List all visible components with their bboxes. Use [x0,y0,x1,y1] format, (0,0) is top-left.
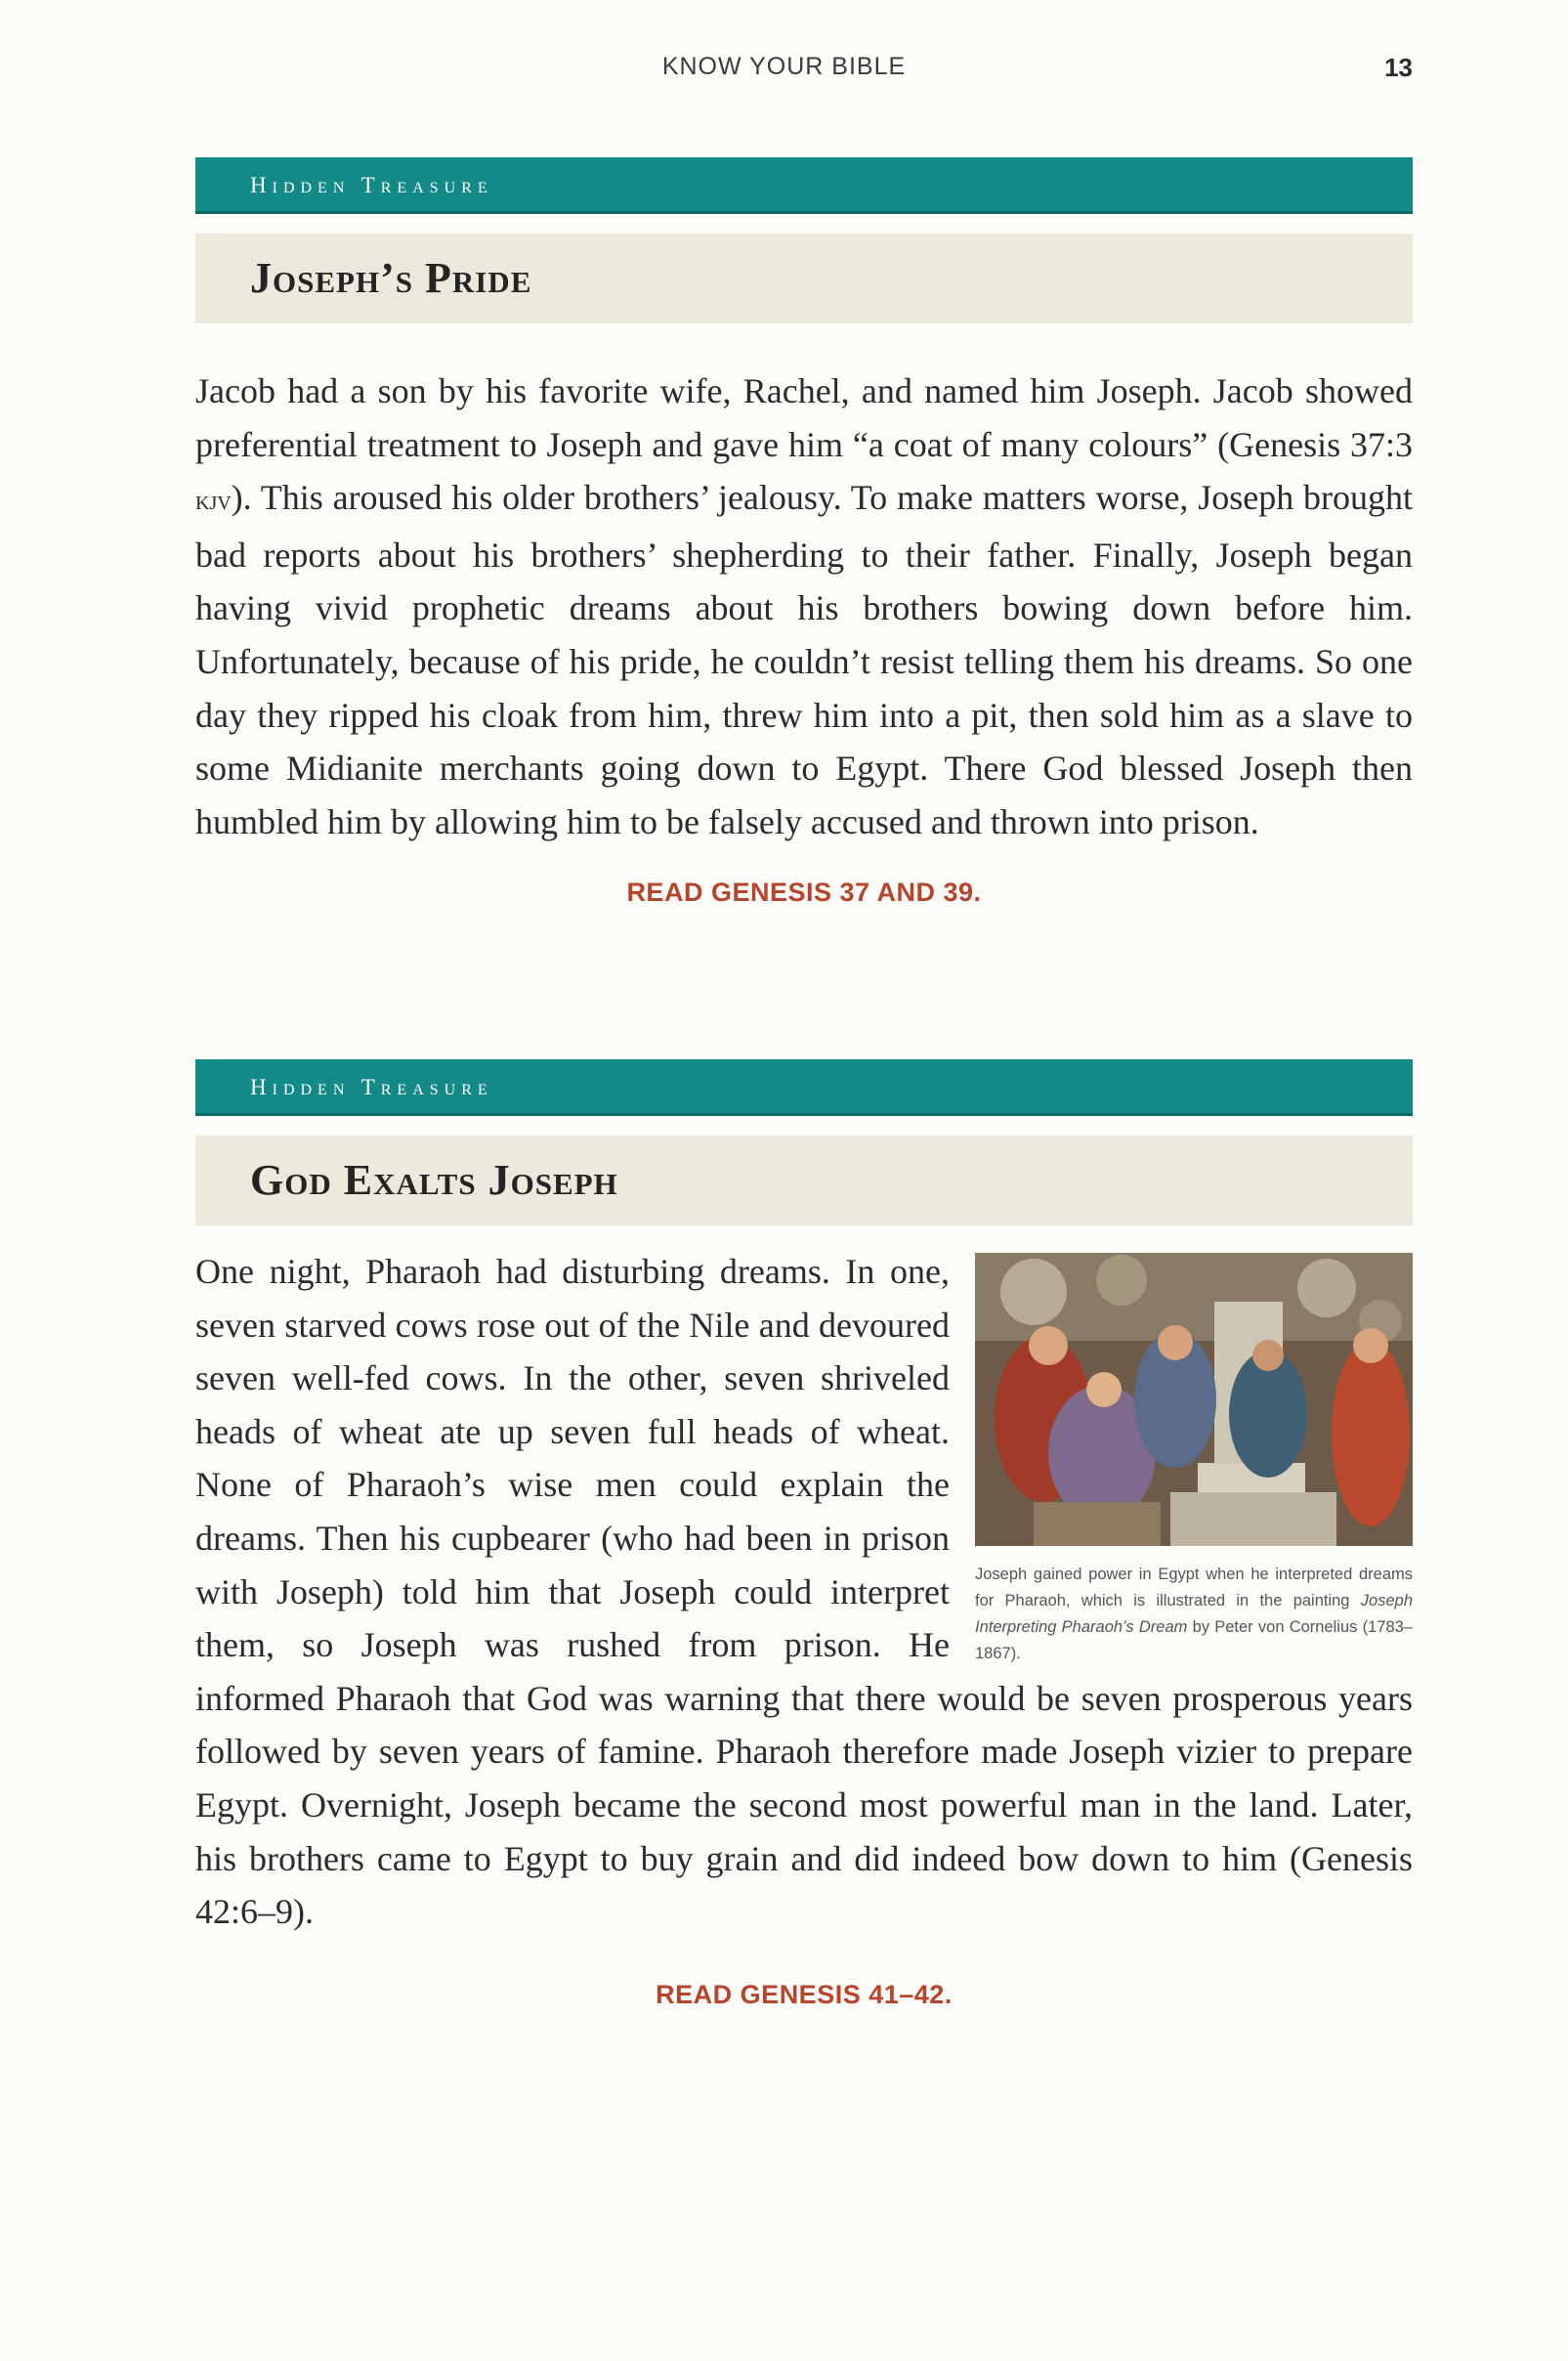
painting-image [975,1253,1413,1546]
section-body [195,1245,1413,1939]
body-text-part: Jacob had a son by his favorite wife, Rachel, and named him Joseph. Jacob showed preferential treatment to Joseph and gave him “a coat of many colours” (Genesis 37:3 [195,371,1413,464]
read-reference: READ GENESIS 41–42. [656,1979,953,2009]
caption-text: Joseph gained power in Egypt when he interpreted dreams for Pharaoh, which is illustrated in the painting [975,1566,1413,1610]
painting-title: Joseph Interpreting Pharaoh’s Dream [975,1592,1414,1636]
section-josephs-pride [195,157,1413,908]
page-number: 13 [1384,53,1413,82]
section-title: Joseph’s Pride [195,234,1413,323]
caption-text: by Peter von Cornelius (1783–1867). [975,1618,1413,1662]
painting-caption [975,1562,1413,1667]
painting-figure [975,1253,1413,1667]
running-header: KNOW YOUR BIBLE [661,53,907,80]
section-title: God Exalts Joseph [195,1136,1413,1225]
bible-version: kjv [195,486,232,517]
read-reference: READ GENESIS 37 AND 39. [626,878,982,908]
body-text-part: ). This aroused his older brothers’ jealousy. To make matters worse, Joseph brought bad reports about his brothers’ shepherding to their father. Finally, Joseph began having vivid prophetic dreams about his brothers bowing down before him. Unfortunately, because of his pride, he couldn’t resist telling them his dreams. So one day they ripped his cloak from him, threw him into a pit, then sold him as a slave to some Midianite merchants going down to Egypt. There God blessed Joseph then humbled him by allowing him to be falsely accused and thrown into prison. [195,478,1413,841]
section-body [195,365,1413,848]
section-god-exalts-joseph [195,1059,1413,2010]
body-text-part: One night, Pharaoh had disturbing dreams. In one, seven starved cows rose out of the Nile and devoured seven well-fed cows. In the other, seven shriveled heads of wheat ate up seven full heads of wheat. None of Pharaoh’s wise men could explain the dreams. Then his cupbearer (who had been in prison with Joseph) told him that Joseph could interpret them, so Joseph was rushed from prison. He informed Pharaoh that God was warning that there would be seven prosperous years followed by seven years of famine. Pharaoh therefore made Joseph vizier to prepare Egypt. Overnight, Joseph became the second most powerful man in the land. Later, his brothers came to Egypt to buy grain and did indeed bow down to him (Genesis 42:6–9). [195,1252,1413,1932]
section-banner: Hidden Treasure [195,1059,1413,1116]
section-banner: Hidden Treasure [195,157,1413,214]
